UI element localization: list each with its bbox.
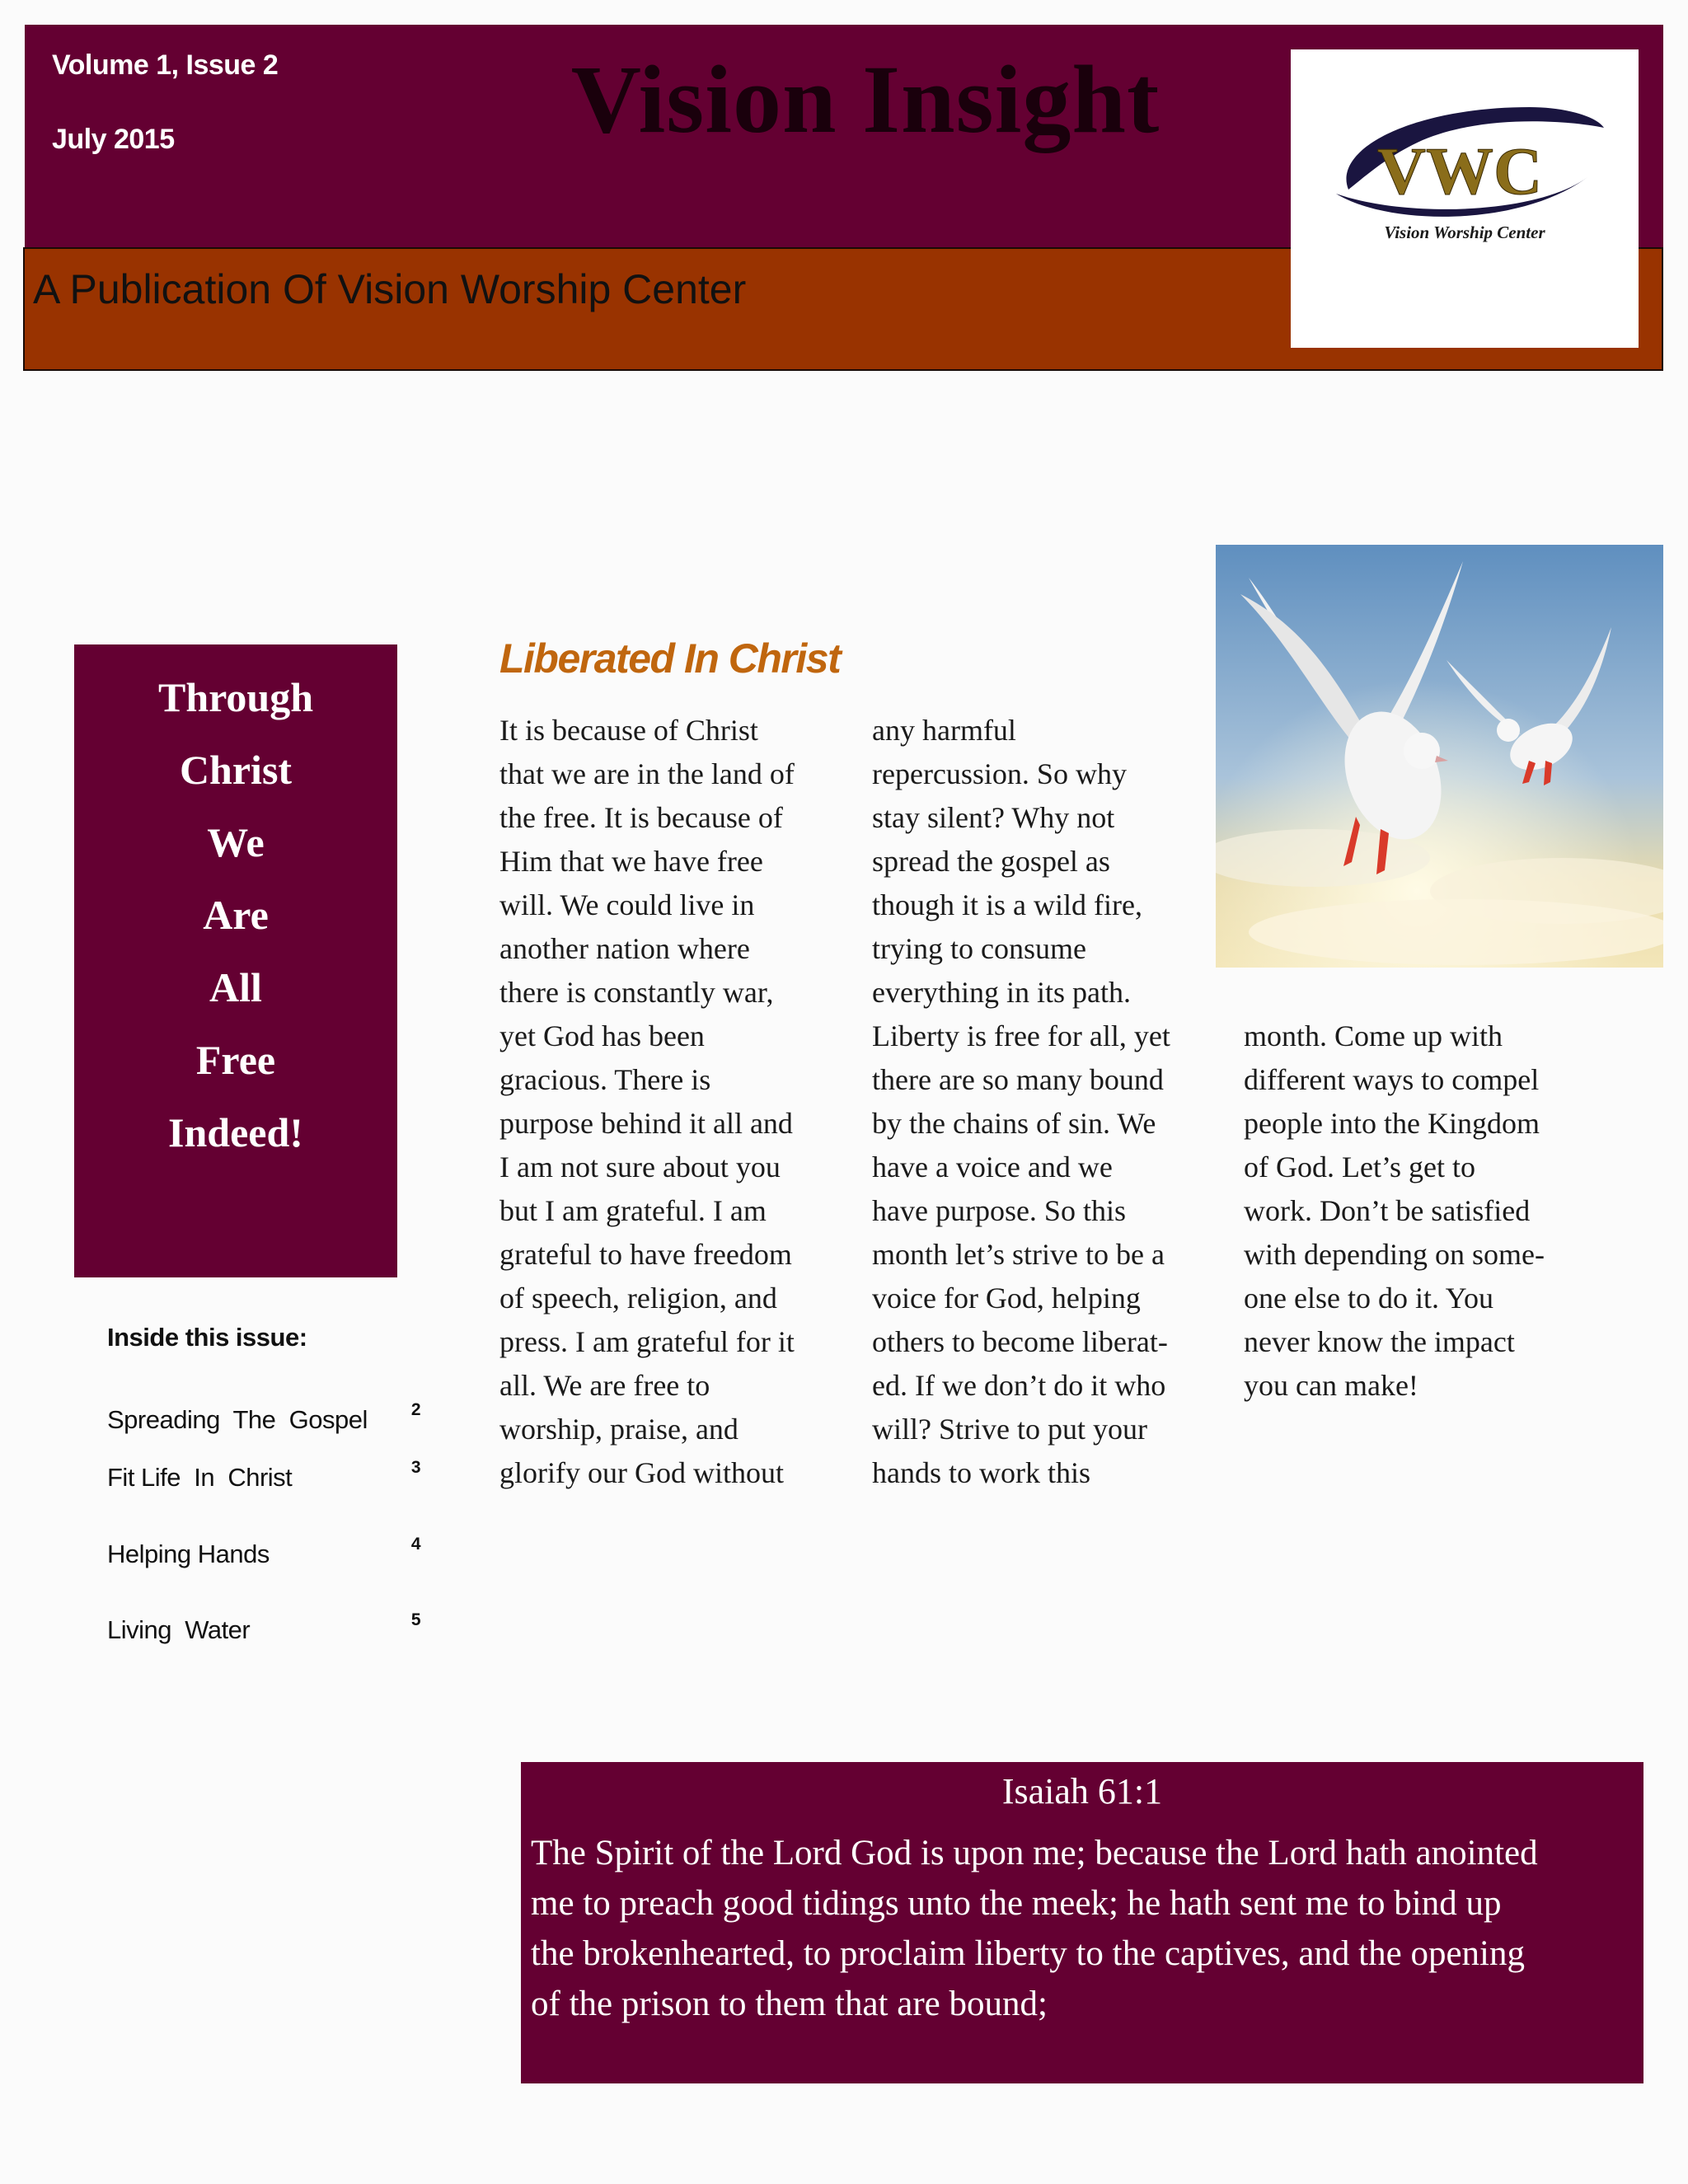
- article-line: It is because of Christ: [499, 714, 758, 747]
- toc-item-page: 2: [410, 1400, 420, 1419]
- article-line: grateful to have freedom: [499, 1238, 792, 1271]
- article-line: others to become liberat-: [872, 1325, 1168, 1358]
- article-line: have a voice and we: [872, 1151, 1113, 1183]
- article-column-1: [499, 709, 846, 1495]
- doves-image: [1216, 545, 1663, 968]
- toc-heading: Inside this issue:: [107, 1323, 307, 1352]
- church-logo: [1291, 49, 1639, 348]
- masthead-title: Vision Insight: [570, 45, 1160, 153]
- publication-subtitle: A Publication Of Vision Worship Center: [33, 266, 747, 312]
- article-title: Liberated In Christ: [499, 635, 841, 682]
- article-line: one else to do it. You: [1244, 1282, 1494, 1315]
- article-line: there is constantly war,: [499, 976, 774, 1009]
- toc-item-title: Spreading The Gospel: [107, 1405, 368, 1434]
- article-line: all. We are free to: [499, 1369, 710, 1402]
- article-line: glorify our God without: [499, 1456, 784, 1489]
- logo-monogram: VWC: [1376, 134, 1543, 209]
- verse-line: of the prison to them that are bound;: [531, 1985, 1048, 2023]
- toc-item[interactable]: [107, 1458, 420, 1493]
- article-line: have purpose. So this: [872, 1194, 1126, 1227]
- article-line: that we are in the land of: [499, 757, 795, 790]
- article-line: everything in its path.: [872, 976, 1131, 1009]
- article-line: you can make!: [1244, 1369, 1418, 1402]
- verse-box: [521, 1762, 1643, 2083]
- article-line: of speech, religion, and: [499, 1282, 777, 1315]
- article-line: spread the gospel as: [872, 845, 1110, 878]
- article-line: hands to work this: [872, 1456, 1090, 1489]
- article-line: by the chains of sin. We: [872, 1107, 1156, 1140]
- quote-word: Free: [195, 1037, 276, 1083]
- article-line: work. Don’t be satisfied: [1244, 1194, 1531, 1227]
- sidebar-quote: [74, 644, 397, 1169]
- article-line: gracious. There is: [499, 1063, 711, 1096]
- article-line: Him that we have free: [499, 845, 763, 878]
- logo-caption: Vision Worship Center: [1384, 223, 1545, 242]
- volume-issue: Volume 1, Issue 2: [52, 49, 279, 81]
- toc-item-title: Living Water: [107, 1615, 251, 1644]
- article-line: different ways to compel: [1244, 1063, 1540, 1096]
- article-line: never know the impact: [1244, 1325, 1515, 1358]
- article-line: but I am grateful. I am: [499, 1194, 767, 1227]
- article-line: any harmful: [872, 714, 1016, 747]
- verse-reference: Isaiah 61:1: [1001, 1771, 1163, 1811]
- vwc-logo-icon: [1291, 49, 1639, 348]
- article-line: month let’s strive to be a: [872, 1238, 1165, 1271]
- article-line: I am not sure about you: [499, 1151, 781, 1183]
- article-line: yet God has been: [499, 1019, 705, 1052]
- article-line: another nation where: [499, 932, 750, 965]
- quote-word: Indeed!: [168, 1109, 303, 1155]
- verse-line: me to preach good tidings unto the meek; he hath sent me to bind up: [531, 1884, 1502, 1923]
- article-line: repercussion. So why: [872, 757, 1127, 790]
- article-line: the free. It is because of: [499, 801, 783, 834]
- article-column-3: [1244, 1015, 1590, 1408]
- article-line: of God. Let’s get to: [1244, 1151, 1475, 1183]
- article-line: though it is a wild fire,: [872, 888, 1142, 921]
- verse-text: [531, 1828, 1639, 2029]
- article-column-2: [872, 709, 1218, 1495]
- article-line: will? Strive to put your: [872, 1413, 1147, 1446]
- article-line: press. I am grateful for it: [499, 1325, 795, 1358]
- article-line: ed. If we don’t do it who: [872, 1369, 1166, 1402]
- quote-word: Through: [157, 674, 314, 720]
- article-line: there are so many bound: [872, 1063, 1164, 1096]
- toc-item-title: Helping Hands: [107, 1540, 270, 1568]
- issue-date: July 2015: [52, 124, 175, 155]
- verse-line: the brokenhearted, to proclaim liberty to the captives, and the opening: [531, 1934, 1525, 1973]
- toc-item[interactable]: [107, 1400, 420, 1435]
- article-line: will. We could live in: [499, 888, 755, 921]
- verse-line: The Spirit of the Lord God is upon me; because the Lord hath anointed: [531, 1834, 1538, 1872]
- article-line: month. Come up with: [1244, 1019, 1503, 1052]
- article-line: trying to consume: [872, 932, 1086, 965]
- quote-word: All: [209, 964, 262, 1010]
- toc-item[interactable]: [107, 1535, 420, 1569]
- toc-item[interactable]: [107, 1610, 420, 1645]
- toc-item-page: 5: [410, 1610, 420, 1629]
- doves-illustration-icon: [1216, 545, 1663, 968]
- article-line: purpose behind it all and: [499, 1107, 793, 1140]
- quote-word: Are: [203, 892, 269, 938]
- article-line: worship, praise, and: [499, 1413, 738, 1446]
- quote-word: We: [207, 819, 265, 865]
- article-line: people into the Kingdom: [1244, 1107, 1540, 1140]
- sidebar-quote-box: [74, 644, 397, 1277]
- toc-item-page: 3: [410, 1458, 420, 1477]
- article-line: voice for God, helping: [872, 1282, 1141, 1315]
- article-line: with depending on some-: [1244, 1238, 1545, 1271]
- article-line: stay silent? Why not: [872, 801, 1115, 834]
- toc-item-page: 4: [410, 1535, 420, 1554]
- article-line: Liberty is free for all, yet: [872, 1019, 1170, 1052]
- quote-word: Christ: [179, 747, 293, 793]
- toc-item-title: Fit Life In Christ: [107, 1463, 293, 1492]
